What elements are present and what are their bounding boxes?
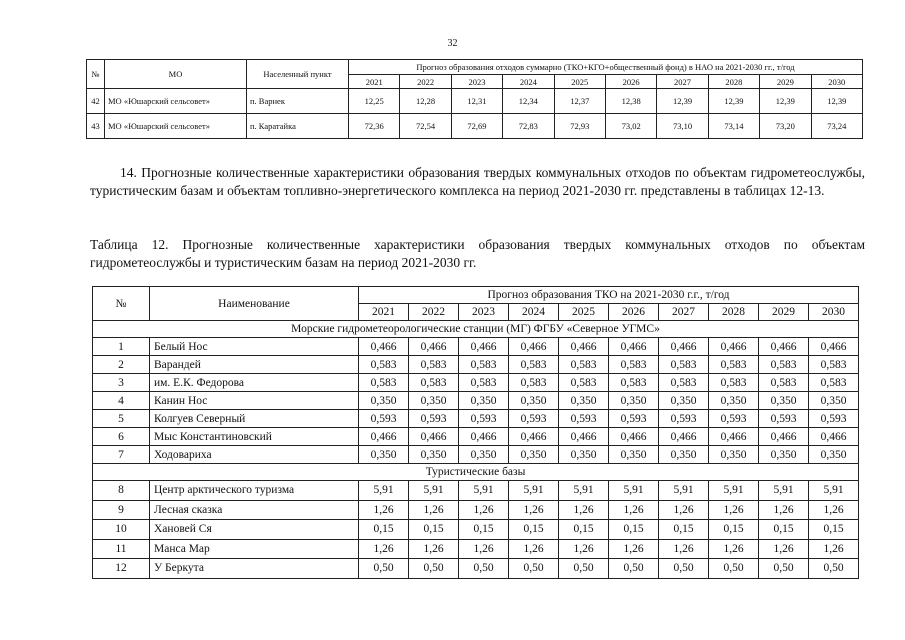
row-num: 42 (87, 89, 105, 114)
value-cell: 1,26 (509, 539, 559, 559)
value-cell: 0,50 (609, 559, 659, 579)
value-cell: 12,39 (657, 89, 708, 114)
value-cell: 0,350 (459, 446, 509, 464)
settlement-name: п. Каратайка (247, 114, 349, 139)
value-cell: 0,350 (559, 392, 609, 410)
value-cell: 12,38 (605, 89, 656, 114)
value-cell: 1,26 (409, 539, 459, 559)
value-cell: 73,10 (657, 114, 708, 139)
value-cell: 12,39 (760, 89, 811, 114)
value-cell: 12,37 (554, 89, 605, 114)
value-cell: 0,350 (509, 446, 559, 464)
year-header: 2021 (349, 75, 400, 89)
value-cell: 0,350 (759, 446, 809, 464)
value-cell: 0,593 (459, 410, 509, 428)
value-cell: 0,583 (709, 374, 759, 392)
year-header: 2029 (759, 304, 809, 321)
table-row (93, 392, 859, 410)
value-cell: 5,91 (359, 481, 409, 501)
value-cell: 5,91 (459, 481, 509, 501)
table-row (93, 446, 859, 464)
value-cell: 0,50 (459, 559, 509, 579)
value-cell: 0,466 (359, 428, 409, 446)
value-cell: 1,26 (359, 500, 409, 520)
year-header: 2022 (400, 75, 451, 89)
table-row (93, 338, 859, 356)
value-cell: 0,593 (609, 410, 659, 428)
year-header: 2021 (359, 304, 409, 321)
value-cell: 5,91 (559, 481, 609, 501)
municipality-name: МО «Юшарский сельсовет» (105, 114, 247, 139)
value-cell: 0,15 (459, 520, 509, 540)
row-num: 3 (93, 374, 150, 392)
year-header: 2025 (559, 304, 609, 321)
value-cell: 0,466 (459, 338, 509, 356)
section-title: Морские гидрометеорологические станции (МГ) ФГБУ «Северное УГМС» (93, 321, 859, 338)
value-cell: 1,26 (809, 539, 859, 559)
object-name: Центр арктического туризма (150, 481, 359, 501)
value-cell: 0,350 (509, 392, 559, 410)
value-cell: 0,50 (709, 559, 759, 579)
year-header: 2027 (659, 304, 709, 321)
table-row (93, 410, 859, 428)
col-header-settlement: Населенный пункт (247, 60, 349, 89)
value-cell: 72,69 (451, 114, 502, 139)
value-cell: 0,466 (659, 338, 709, 356)
object-name: У Беркута (150, 559, 359, 579)
table-row (93, 500, 859, 520)
value-cell: 0,583 (409, 374, 459, 392)
year-header: 2024 (509, 304, 559, 321)
value-cell: 0,350 (709, 392, 759, 410)
year-header: 2026 (609, 304, 659, 321)
table-row (93, 559, 859, 579)
value-cell: 12,39 (811, 89, 862, 114)
value-cell: 5,91 (509, 481, 559, 501)
value-cell: 1,26 (459, 539, 509, 559)
row-num: 7 (93, 446, 150, 464)
value-cell: 1,26 (409, 500, 459, 520)
value-cell: 0,583 (659, 356, 709, 374)
value-cell: 0,350 (659, 446, 709, 464)
value-cell: 1,26 (709, 500, 759, 520)
value-cell: 0,15 (709, 520, 759, 540)
value-cell: 0,466 (509, 338, 559, 356)
value-cell: 72,93 (554, 114, 605, 139)
value-cell: 0,466 (509, 428, 559, 446)
value-cell: 0,593 (809, 410, 859, 428)
value-cell: 0,583 (559, 356, 609, 374)
value-cell: 73,14 (708, 114, 759, 139)
value-cell: 0,466 (709, 338, 759, 356)
table12-caption: Таблица 12. Прогнозные количественные характеристики образования твердых коммунальных отходов по объектам гидрометеослужбы и туристическим базам на период 2021-2030 гг. (90, 237, 865, 270)
row-num: 12 (93, 559, 150, 579)
value-cell: 0,350 (809, 392, 859, 410)
section-row (93, 321, 859, 338)
value-cell: 0,15 (559, 520, 609, 540)
value-cell: 0,583 (459, 374, 509, 392)
value-cell: 0,583 (609, 356, 659, 374)
value-cell: 0,466 (759, 338, 809, 356)
object-name: Хановей Ся (150, 520, 359, 540)
settlement-name: п. Варнек (247, 89, 349, 114)
object-name: Ходовариха (150, 446, 359, 464)
col-header-forecast: Прогноз образования отходов суммарно (ТКО+КГО+общественный фонд) в НАО на 2021-2030 гг., т/год (349, 60, 863, 75)
value-cell: 0,50 (409, 559, 459, 579)
row-num: 1 (93, 338, 150, 356)
value-cell: 0,593 (659, 410, 709, 428)
value-cell: 1,26 (709, 539, 759, 559)
value-cell: 0,15 (359, 520, 409, 540)
table-row (93, 428, 859, 446)
object-name: им. Е.К. Федорова (150, 374, 359, 392)
value-cell: 0,593 (409, 410, 459, 428)
municipality-name: МО «Юшарский сельсовет» (105, 89, 247, 114)
value-cell: 0,350 (559, 446, 609, 464)
value-cell: 5,91 (759, 481, 809, 501)
value-cell: 0,466 (659, 428, 709, 446)
value-cell: 0,466 (609, 428, 659, 446)
value-cell: 0,15 (509, 520, 559, 540)
value-cell: 0,466 (809, 338, 859, 356)
value-cell: 0,593 (559, 410, 609, 428)
year-header: 2024 (503, 75, 554, 89)
value-cell: 0,350 (359, 392, 409, 410)
value-cell: 0,350 (409, 446, 459, 464)
col-header-num: № (93, 287, 150, 321)
value-cell: 0,583 (509, 356, 559, 374)
value-cell: 12,39 (708, 89, 759, 114)
year-header: 2030 (811, 75, 862, 89)
value-cell: 5,91 (609, 481, 659, 501)
value-cell: 0,50 (659, 559, 709, 579)
value-cell: 0,583 (609, 374, 659, 392)
object-name: Лесная сказка (150, 500, 359, 520)
value-cell: 0,593 (709, 410, 759, 428)
value-cell: 0,50 (809, 559, 859, 579)
value-cell: 0,350 (609, 446, 659, 464)
table-row (93, 374, 859, 392)
value-cell: 1,26 (609, 500, 659, 520)
value-cell: 0,583 (509, 374, 559, 392)
value-cell: 0,583 (409, 356, 459, 374)
value-cell: 0,583 (759, 356, 809, 374)
col-header-mo: МО (105, 60, 247, 89)
settlement-waste-table (86, 59, 863, 139)
table-row (87, 89, 863, 114)
table-row (93, 356, 859, 374)
object-name: Канин Нос (150, 392, 359, 410)
row-num: 4 (93, 392, 150, 410)
row-num: 8 (93, 481, 150, 501)
value-cell: 1,26 (659, 539, 709, 559)
value-cell: 0,50 (359, 559, 409, 579)
value-cell: 72,54 (400, 114, 451, 139)
value-cell: 0,593 (509, 410, 559, 428)
value-cell: 0,583 (809, 374, 859, 392)
row-num: 2 (93, 356, 150, 374)
value-cell: 0,350 (459, 392, 509, 410)
year-header: 2022 (409, 304, 459, 321)
value-cell: 0,350 (659, 392, 709, 410)
value-cell: 0,15 (759, 520, 809, 540)
value-cell: 1,26 (359, 539, 409, 559)
page-number: 32 (447, 38, 458, 49)
value-cell: 0,466 (359, 338, 409, 356)
value-cell: 0,466 (409, 428, 459, 446)
value-cell: 0,466 (759, 428, 809, 446)
table-12 (92, 286, 859, 579)
value-cell: 1,26 (459, 500, 509, 520)
row-num: 5 (93, 410, 150, 428)
value-cell: 5,91 (409, 481, 459, 501)
value-cell: 73,20 (760, 114, 811, 139)
row-num: 9 (93, 500, 150, 520)
value-cell: 1,26 (609, 539, 659, 559)
row-num: 6 (93, 428, 150, 446)
value-cell: 0,350 (359, 446, 409, 464)
value-cell: 1,26 (509, 500, 559, 520)
value-cell: 1,26 (559, 500, 609, 520)
col-header-name: Наименование (150, 287, 359, 321)
value-cell: 0,583 (559, 374, 609, 392)
value-cell: 0,15 (659, 520, 709, 540)
value-cell: 72,36 (349, 114, 400, 139)
value-cell: 1,26 (659, 500, 709, 520)
value-cell: 12,31 (451, 89, 502, 114)
value-cell: 12,34 (503, 89, 554, 114)
table-row (93, 520, 859, 540)
value-cell: 0,350 (409, 392, 459, 410)
table-row (93, 539, 859, 559)
row-num: 10 (93, 520, 150, 540)
value-cell: 0,583 (709, 356, 759, 374)
year-header: 2029 (760, 75, 811, 89)
value-cell: 0,466 (709, 428, 759, 446)
value-cell: 0,15 (609, 520, 659, 540)
value-cell: 0,15 (809, 520, 859, 540)
value-cell: 0,466 (559, 338, 609, 356)
value-cell: 0,466 (559, 428, 609, 446)
value-cell: 0,466 (459, 428, 509, 446)
section-title: Туристические базы (93, 464, 859, 481)
value-cell: 0,50 (559, 559, 609, 579)
table-row (87, 114, 863, 139)
object-name: Манса Мар (150, 539, 359, 559)
year-header: 2023 (459, 304, 509, 321)
value-cell: 12,25 (349, 89, 400, 114)
value-cell: 12,28 (400, 89, 451, 114)
value-cell: 0,15 (409, 520, 459, 540)
value-cell: 1,26 (759, 539, 809, 559)
year-header: 2028 (708, 75, 759, 89)
year-header: 2025 (554, 75, 605, 89)
value-cell: 0,350 (809, 446, 859, 464)
value-cell: 0,350 (759, 392, 809, 410)
paragraph-14: 14. Прогнозные количественные характеристики образования твердых коммунальных отходов по объектам гидрометеослужбы, туристическим базам и объектам топливно-энергетического комплекса на период 2021-2030 гг. представлены в таблицах 12-13. (90, 165, 865, 198)
value-cell: 0,583 (359, 374, 409, 392)
row-num: 43 (87, 114, 105, 139)
value-cell: 5,91 (809, 481, 859, 501)
value-cell: 0,466 (609, 338, 659, 356)
year-header: 2030 (809, 304, 859, 321)
year-header: 2027 (657, 75, 708, 89)
value-cell: 0,583 (759, 374, 809, 392)
value-cell: 0,593 (759, 410, 809, 428)
col-header-num: № (87, 60, 105, 89)
value-cell: 73,24 (811, 114, 862, 139)
value-cell: 1,26 (759, 500, 809, 520)
value-cell: 0,583 (659, 374, 709, 392)
value-cell: 0,466 (409, 338, 459, 356)
table-row (93, 481, 859, 501)
value-cell: 0,350 (609, 392, 659, 410)
year-header: 2026 (605, 75, 656, 89)
value-cell: 0,50 (759, 559, 809, 579)
value-cell: 0,593 (359, 410, 409, 428)
value-cell: 73,02 (605, 114, 656, 139)
value-cell: 1,26 (809, 500, 859, 520)
value-cell: 5,91 (659, 481, 709, 501)
object-name: Белый Нос (150, 338, 359, 356)
value-cell: 0,466 (809, 428, 859, 446)
object-name: Колгуев Северный (150, 410, 359, 428)
col-header-forecast: Прогноз образования ТКО на 2021-2030 г.г., т/год (359, 287, 859, 304)
value-cell: 0,583 (459, 356, 509, 374)
value-cell: 0,583 (359, 356, 409, 374)
object-name: Варандей (150, 356, 359, 374)
object-name: Мыс Константиновский (150, 428, 359, 446)
value-cell: 0,350 (709, 446, 759, 464)
year-header: 2028 (709, 304, 759, 321)
section-row (93, 464, 859, 481)
row-num: 11 (93, 539, 150, 559)
value-cell: 0,583 (809, 356, 859, 374)
value-cell: 5,91 (709, 481, 759, 501)
value-cell: 1,26 (559, 539, 609, 559)
value-cell: 0,50 (509, 559, 559, 579)
year-header: 2023 (451, 75, 502, 89)
value-cell: 72,83 (503, 114, 554, 139)
